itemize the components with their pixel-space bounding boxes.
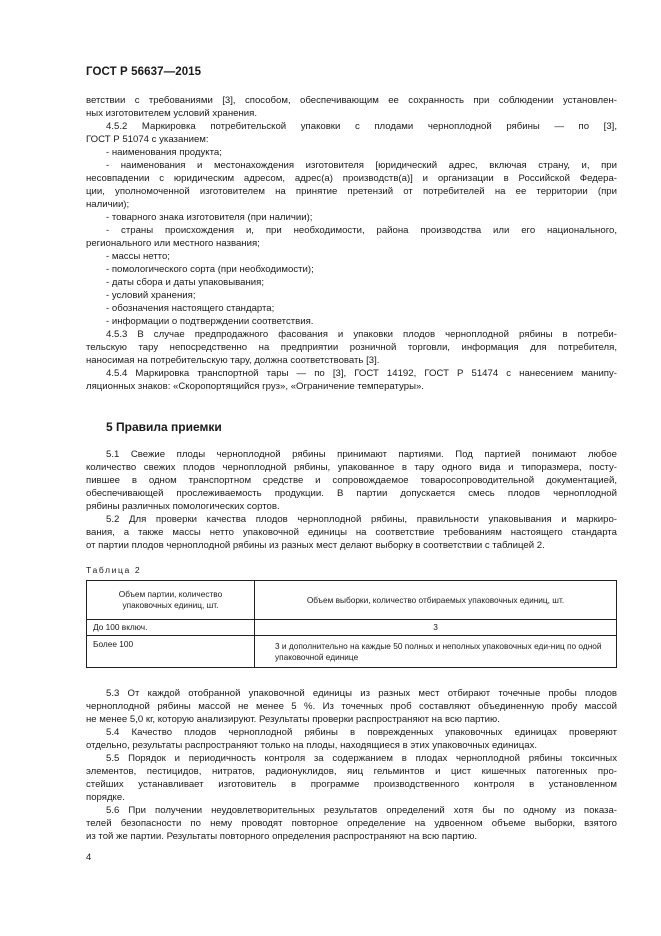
text-line: несовпадении с юридическим адресом, адрес(а) производств(а)] и организации в Российской Федера- [86,173,617,184]
text-line: ветствии с требованиями [3], способом, обеспечивающим ее сохранность при соблюдении установлен- [86,95,617,106]
text-line: стейших устанавливает изготовитель в программе производственного контроля в установленном [86,779,617,790]
text-line: 4.5.3 В случае предпродажного фасования и упаковки плодов черноплодной рябины в потреби- [106,329,617,340]
text-line: наличии); [86,199,130,210]
text-line: обеспечивающей прослеживаемость продукции. В партии допускается смесь плодов черноплодной [86,488,617,499]
table-header-row [87,581,617,620]
text-line: порядке. [86,792,125,803]
text-line: 5.4 Качество плодов черноплодной рябины в поврежденных упаковочных единицах проверяют [106,727,617,738]
table-cell: 3 и дополнительно на каждые 50 полных и неполных упаковочных еди-ниц по одной упаковочной единице [255,636,617,668]
sampling-table [86,580,617,668]
list-item: - страны происхождения и, при необходимости, района производства или его национального, [106,225,617,236]
table-row [87,636,617,668]
document-header: ГОСТ Р 56637—2015 [86,66,202,78]
list-item: - условий хранения; [106,290,196,301]
text-line: телей безопасности по нему проводят повторное определение на удвоенном объеме выборки, взятого [86,818,617,829]
text-line: наносимая на потребительскую тару, должна соответствовать [3]. [86,355,380,366]
text-line: отдельно, результаты распространяют только на плоды, находящиеся в этих упаковочных единицах. [86,740,538,751]
table-cell: Более 100 [87,636,255,668]
text-line: вания, а также массы нетто упаковочной единицы на соответствие требованиям настоящего стандарта [86,527,617,538]
text-line: тельскую тару непосредственно на предприятии розничной торговли, информация для потребителя, [86,342,617,353]
list-item: - наименования и местонахождения изготовителя [юридический адрес, включая страну, и, при [106,160,617,171]
text-line: ГОСТ Р 51074 с указанием: [86,134,209,145]
table-cell: До 100 включ. [87,620,255,636]
text-line: регионального или местного названия; [86,238,260,249]
text-line: не менее 5,0 кг, которую анализируют. Результаты проверки распространяют на всю партию. [86,714,500,725]
text-line: от партии плодов черноплодной рябины из разных мест делают выборку в соответствии с таблицей 2. [86,540,545,551]
text-line: черноплодной рябины массой не менее 5 %. Из точечных проб составляют объединенную пробу массой [86,701,617,712]
list-item: - информации о подтверждении соответствия. [106,316,314,327]
column-header: Объем партии, количество упаковочных единиц, шт. [87,581,255,620]
text-line: 5.5 Порядок и периодичность контроля за содержанием в плодах черноплодной рябины токсичных [106,753,617,764]
page-number: 4 [86,852,92,863]
column-header: Объем выборки, количество отбираемых упаковочных единиц, шт. [255,581,617,620]
table-cell: 3 [255,620,617,636]
text-line: элементов, пестицидов, нитратов, радионуклидов, яиц гельминтов и цист кишечных патогенных про- [86,766,617,777]
list-item: - даты сбора и даты упаковывания; [106,277,265,288]
text-line: 4.5.2 Маркировка потребительской упаковки с плодами черноплодной рябины — по [3], [106,121,617,132]
text-line: 5.3 От каждой отобранной упаковочной единицы из разных мест отбирают точечные пробы плодов [106,688,617,699]
text-line: ции, уполномоченной изготовителем на принятие претензий от потребителей на ее территории (при [86,186,617,197]
text-line: 4.5.4 Маркировка транспортной тары — по [3], ГОСТ 14192, ГОСТ Р 51474 с нанесением манипу- [106,368,617,379]
text-line: ляционных знаков: «Скоропортящийся груз», «Ограничение температуры». [86,381,424,392]
text-line: рябины различных помологических сортов. [86,501,280,512]
section-heading: 5 Правила приемки [106,420,222,434]
list-item: - массы нетто; [106,251,170,262]
list-item: - помологического сорта (при необходимости); [106,264,314,275]
text-line: пившее в одном транспортном средстве и сопровождаемое товаросопроводительной документацией, [86,475,617,486]
table-caption: Таблица 2 [86,565,142,575]
text-line: количество свежих плодов черноплодной рябины, упакованное в тару одного вида и типоразмера, посту- [86,462,617,473]
table-row [87,620,617,636]
text-line: 5.1 Свежие плоды черноплодной рябины принимают партиями. Под партией понимают любое [106,449,617,460]
list-item: - обозначения настоящего стандарта; [106,303,275,314]
text-line: ных изготовителем условий хранения. [86,108,258,119]
list-item: - наименования продукта; [106,147,222,158]
text-line: 5.6 При получении неудовлетворительных результатов определений хотя бы по одному из показа- [106,805,617,816]
list-item: - товарного знака изготовителя (при наличии); [106,212,313,223]
text-line: 5.2 Для проверки качества плодов черноплодной рябины, правильности упаковывания и маркиро- [106,514,617,525]
text-line: из той же партии. Результаты повторного определения распространяют на всю партию. [86,831,478,842]
